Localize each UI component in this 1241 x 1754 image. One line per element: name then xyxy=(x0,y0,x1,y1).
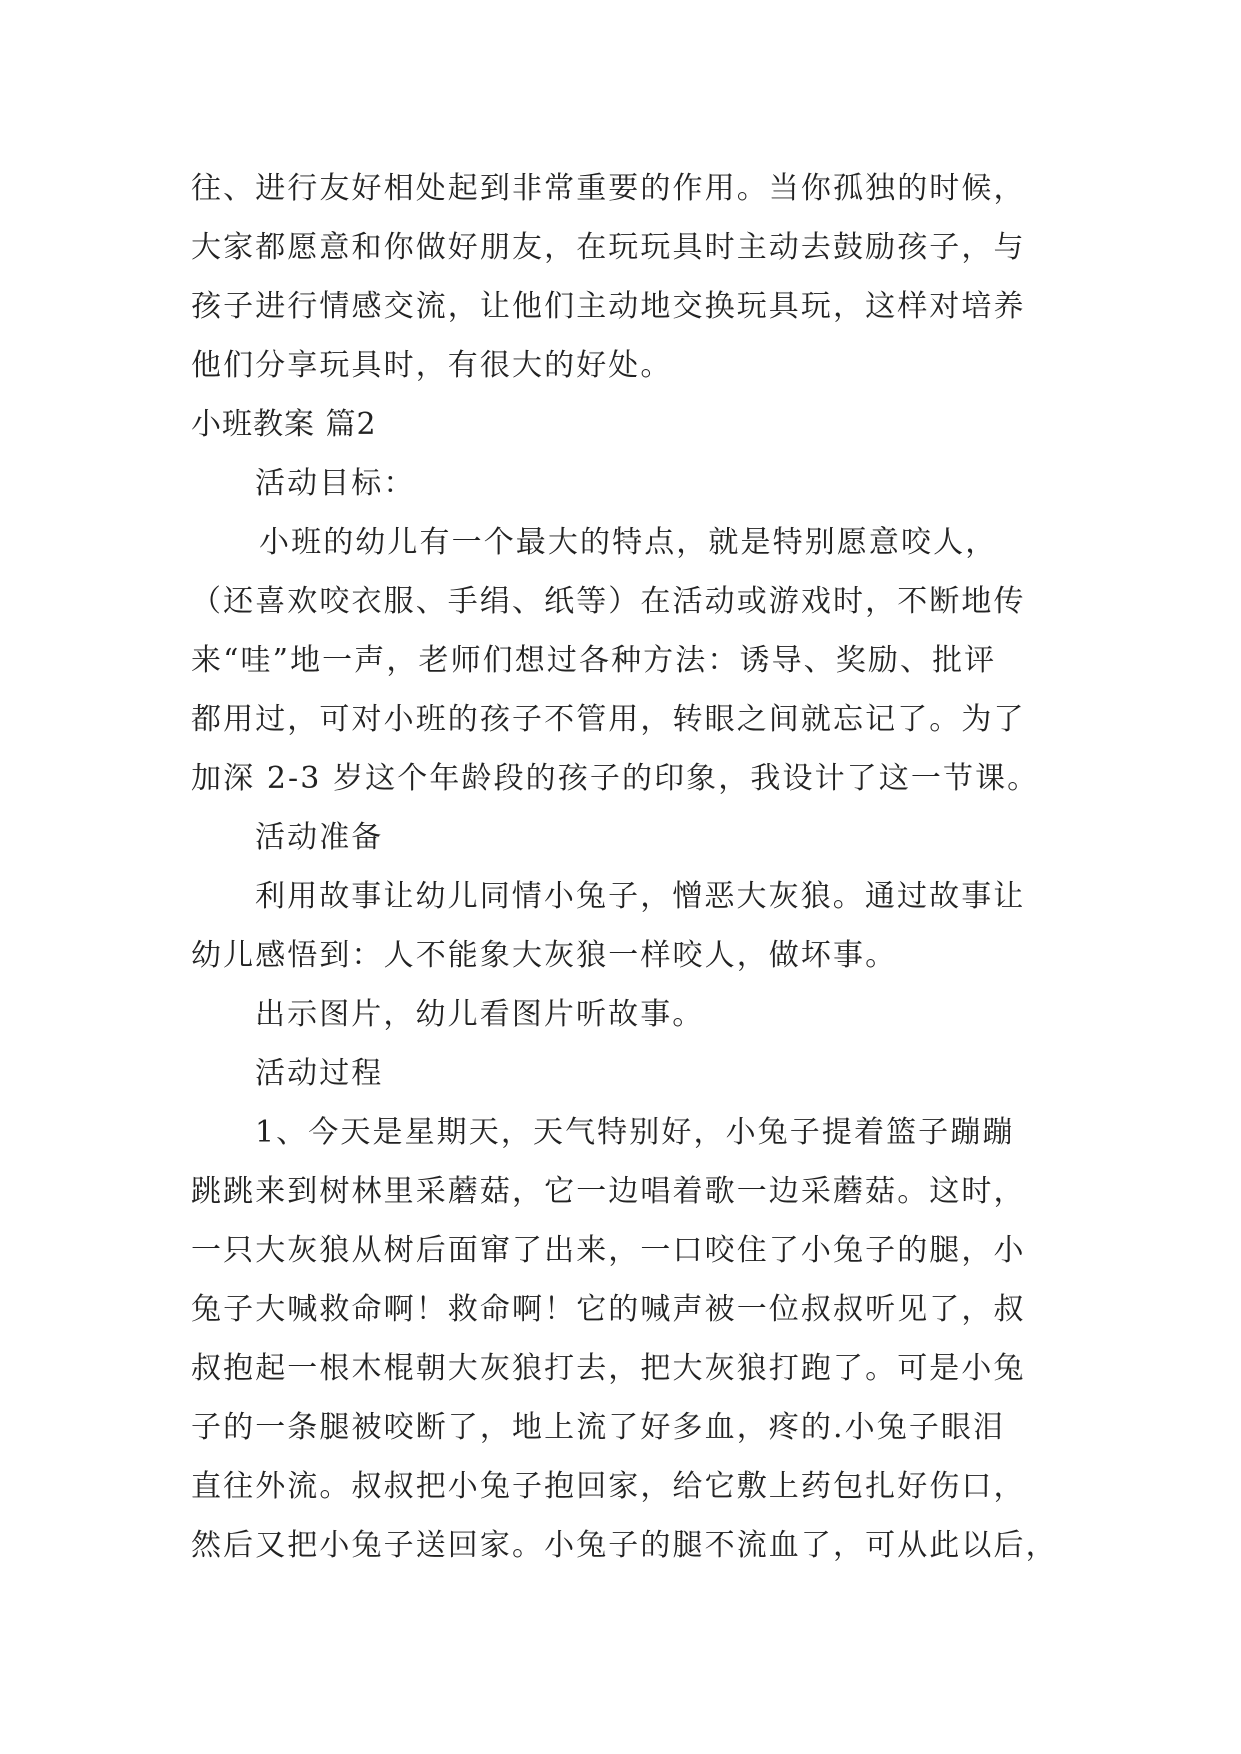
paragraph-line: 然后又把小兔子送回家。小兔子的腿不流血了，可从此以后， xyxy=(191,1528,1058,1563)
paragraph-line: 一只大灰狼从树后面窜了出来，一口咬住了小兔子的腿，小 xyxy=(191,1233,1026,1268)
paragraph-line: （还喜欢咬衣服、手绢、纸等）在活动或游戏时，不断地传 xyxy=(191,584,1026,619)
paragraph-line: 出示图片，幼儿看图片听故事。 xyxy=(255,997,705,1032)
paragraph-line: 小班的幼儿有一个最大的特点，就是特别愿意咬人， xyxy=(259,525,998,560)
text-line: 大家都愿意和你做好朋友，在玩玩具时主动去鼓励孩子，与 xyxy=(191,230,1026,265)
document-body xyxy=(191,159,1071,1575)
section-heading: 小班教案 篇2 xyxy=(191,407,377,442)
paragraph-line: 兔子大喊救命啊！救命啊！它的喊声被一位叔叔听见了，叔 xyxy=(191,1292,1026,1327)
paragraph-line: 加深 2-3 岁这个年龄段的孩子的印象，我设计了这一节课。 xyxy=(191,761,1040,796)
subheading-activity-process: 活动过程 xyxy=(255,1056,384,1091)
paragraph-line: 来“哇”地一声，老师们想过各种方法：诱导、奖励、批评 xyxy=(191,643,997,678)
text-line: 往、进行友好相处起到非常重要的作用。当你孤独的时候， xyxy=(191,171,1026,206)
subheading-activity-prep: 活动准备 xyxy=(255,820,384,855)
text-line: 他们分享玩具时，有很大的好处。 xyxy=(191,348,673,383)
paragraph-line: 子的一条腿被咬断了，地上流了好多血，疼的.小兔子眼泪 xyxy=(191,1410,1006,1445)
paragraph-line: 跳跳来到树林里采蘑菇，它一边唱着歌一边采蘑菇。这时， xyxy=(191,1174,1026,1209)
text-line: 孩子进行情感交流，让他们主动地交换玩具玩，这样对培养 xyxy=(191,289,1026,324)
paragraph-line: 利用故事让幼儿同情小兔子，憎恶大灰狼。通过故事让 xyxy=(255,879,1026,914)
paragraph-line: 1、今天是星期天，天气特别好，小兔子提着篮子蹦蹦 xyxy=(255,1115,1015,1150)
paragraph-line: 直往外流。叔叔把小兔子抱回家，给它敷上药包扎好伤口， xyxy=(191,1469,1026,1504)
paragraph-line: 叔抱起一根木棍朝大灰狼打去，把大灰狼打跑了。可是小兔 xyxy=(191,1351,1026,1386)
paragraph-line: 幼儿感悟到：人不能象大灰狼一样咬人，做坏事。 xyxy=(191,938,898,973)
subheading-activity-goal: 活动目标： xyxy=(255,466,416,501)
paragraph-line: 都用过，可对小班的孩子不管用，转眼之间就忘记了。为了 xyxy=(191,702,1026,737)
